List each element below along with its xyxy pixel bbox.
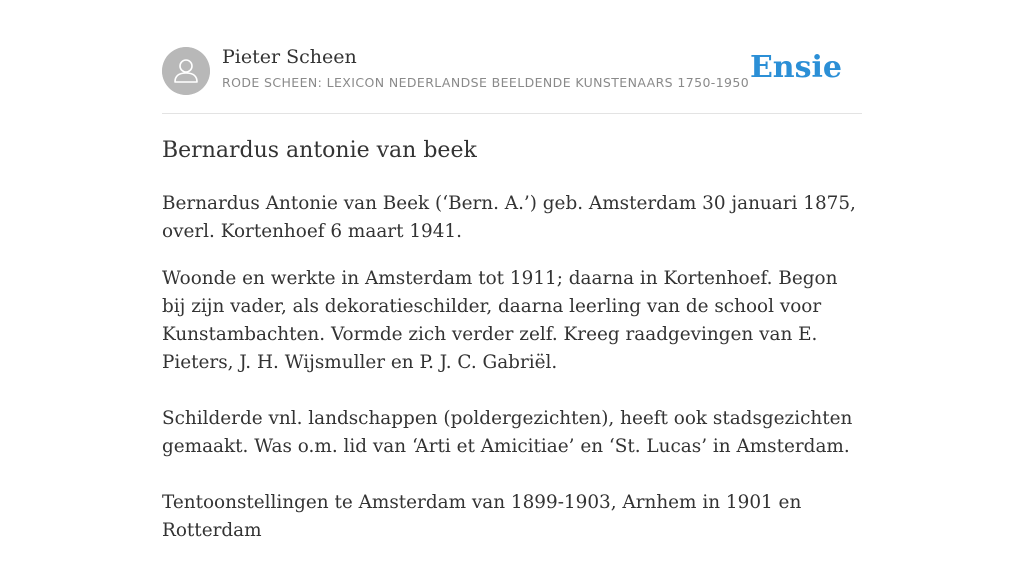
- article-title: Bernardus antonie van beek: [162, 138, 477, 163]
- page-container: [162, 0, 862, 541]
- author-name[interactable]: Pieter Scheen: [222, 46, 357, 68]
- article-body: [162, 190, 862, 564]
- article-paragraph: Woonde en werkte in Amsterdam tot 1911; daarna in Kortenhoef. Begon bij zijn vader, als dekoratieschilder, daarna leerling van de school voor Kunstambachten. Vormde zich verder zelf. Kreeg raadgevingen van E. Pieters, J. H. Wijsmuller en P. J. C. Gabriël.: [162, 268, 838, 373]
- article-paragraph: Tentoonstellingen te Amsterdam van 1899-1903, Arnhem in 1901 en Rotterdam: [162, 492, 802, 541]
- article-paragraph: Schilderde vnl. landschappen (poldergezichten), heeft ook stadsgezichten gemaakt. Was o.m. lid van ‘Arti et Amicitiae’ en ‘St. Lucas’ in Amsterdam.: [162, 408, 853, 457]
- user-silhouette-icon: [162, 47, 210, 95]
- source-title[interactable]: RODE SCHEEN: LEXICON NEDERLANDSE BEELDENDE KUNSTENAARS 1750-1950: [222, 75, 750, 90]
- article-paragraph: Bernardus Antonie van Beek (‘Bern. A.’) geb. Amsterdam 30 januari 1875, overl. Kortenhoef 6 maart 1941.: [162, 193, 856, 242]
- avatar[interactable]: [162, 47, 210, 95]
- author-header: [162, 0, 862, 114]
- ensie-logo[interactable]: Ensie: [749, 50, 842, 85]
